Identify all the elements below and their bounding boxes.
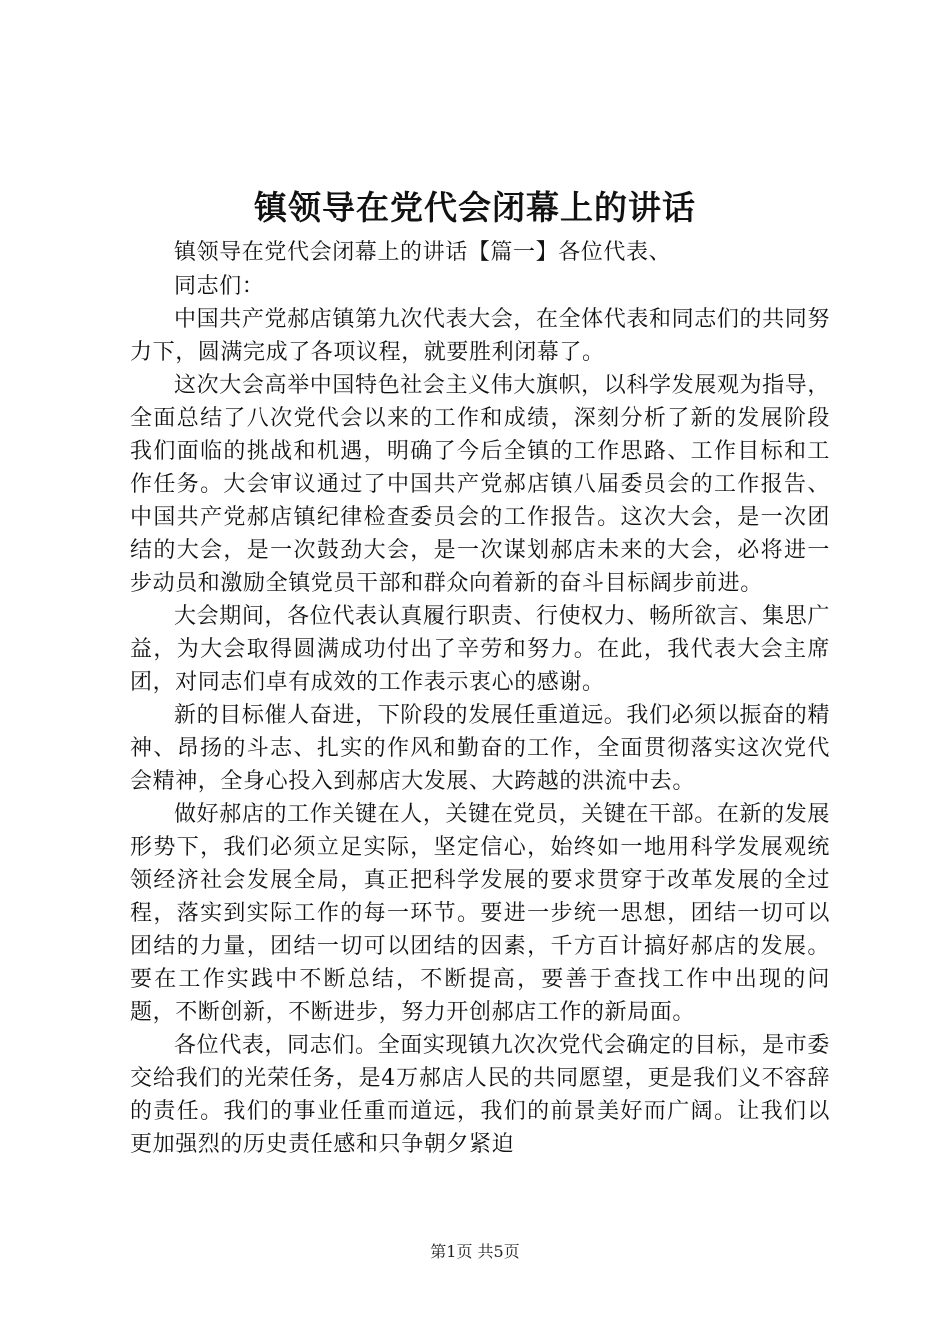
salutation: 同志们： bbox=[174, 274, 265, 299]
opening-line: 镇领导在党代会闭幕上的讲话【篇一】各位代表、 bbox=[174, 240, 672, 265]
page-number-footer: 第1页 共5页 bbox=[430, 1242, 520, 1261]
paragraph: 这次大会高举中国特色社会主义伟大旗帜，以科学发展观为指导，全面总结了八次党代会以来的工作和成绩，深刻分析了新的发展阶段我们面临的挑战和机遇，明确了今后全镇的工作思路、工作目标和工作任务。大会审议通过了中国共产党郝店镇八届委员会的工作报告、中国共产党郝店镇纪律检查委员会的工作报告。这次大会，是一次团结的大会，是一次鼓劲大会，是一次谋划郝店未来的大会，必将进一步动员和激励全镇党员干部和群众向着新的奋斗目标阔步前进。 bbox=[130, 373, 830, 596]
paragraph: 新的目标催人奋进，下阶段的发展任重道远。我们必须以振奋的精神、昂扬的斗志、扎实的作风和勤奋的工作，全面贯彻落实这次党代会精神，全身心投入到郝店大发展、大跨越的洪流中去。 bbox=[130, 703, 830, 794]
document-body bbox=[130, 236, 830, 1161]
paragraph: 做好郝店的工作关键在人，关键在党员，关键在干部。在新的发展形势下，我们必须立足实际，坚定信心，始终如一地用科学发展观统领经济社会发展全局，真正把科学发展的要求贯穿于改革发展的全过程，落实到实际工作的每一环节。要进一步统一思想，团结一切可以团结的力量，团结一切可以团结的因素，千方百计搞好郝店的发展。要在工作实践中不断总结，不断提高，要善于查找工作中出现的问题，不断创新，不断进步，努力开创郝店工作的新局面。 bbox=[130, 802, 830, 1025]
paragraph: 大会期间，各位代表认真履行职责、行使权力、畅所欲言、集思广益，为大会取得圆满成功付出了辛劳和努力。在此，我代表大会主席团，对同志们卓有成效的工作表示衷心的感谢。 bbox=[130, 604, 830, 695]
document-title: 镇领导在党代会闭幕上的讲话 bbox=[254, 188, 696, 227]
paragraph: 各位代表，同志们。全面实现镇九次次党代会确定的目标，是市委交给我们的光荣任务，是4万郝店人民的共同愿望，更是我们义不容辞的责任。我们的事业任重而道远，我们的前景美好而广阔。让我们以更加强烈的历史责任感和只争朝夕紧迫 bbox=[130, 1033, 830, 1157]
paragraph: 中国共产党郝店镇第九次代表大会，在全体代表和同志们的共同努力下，圆满完成了各项议程，就要胜利闭幕了。 bbox=[130, 307, 830, 365]
